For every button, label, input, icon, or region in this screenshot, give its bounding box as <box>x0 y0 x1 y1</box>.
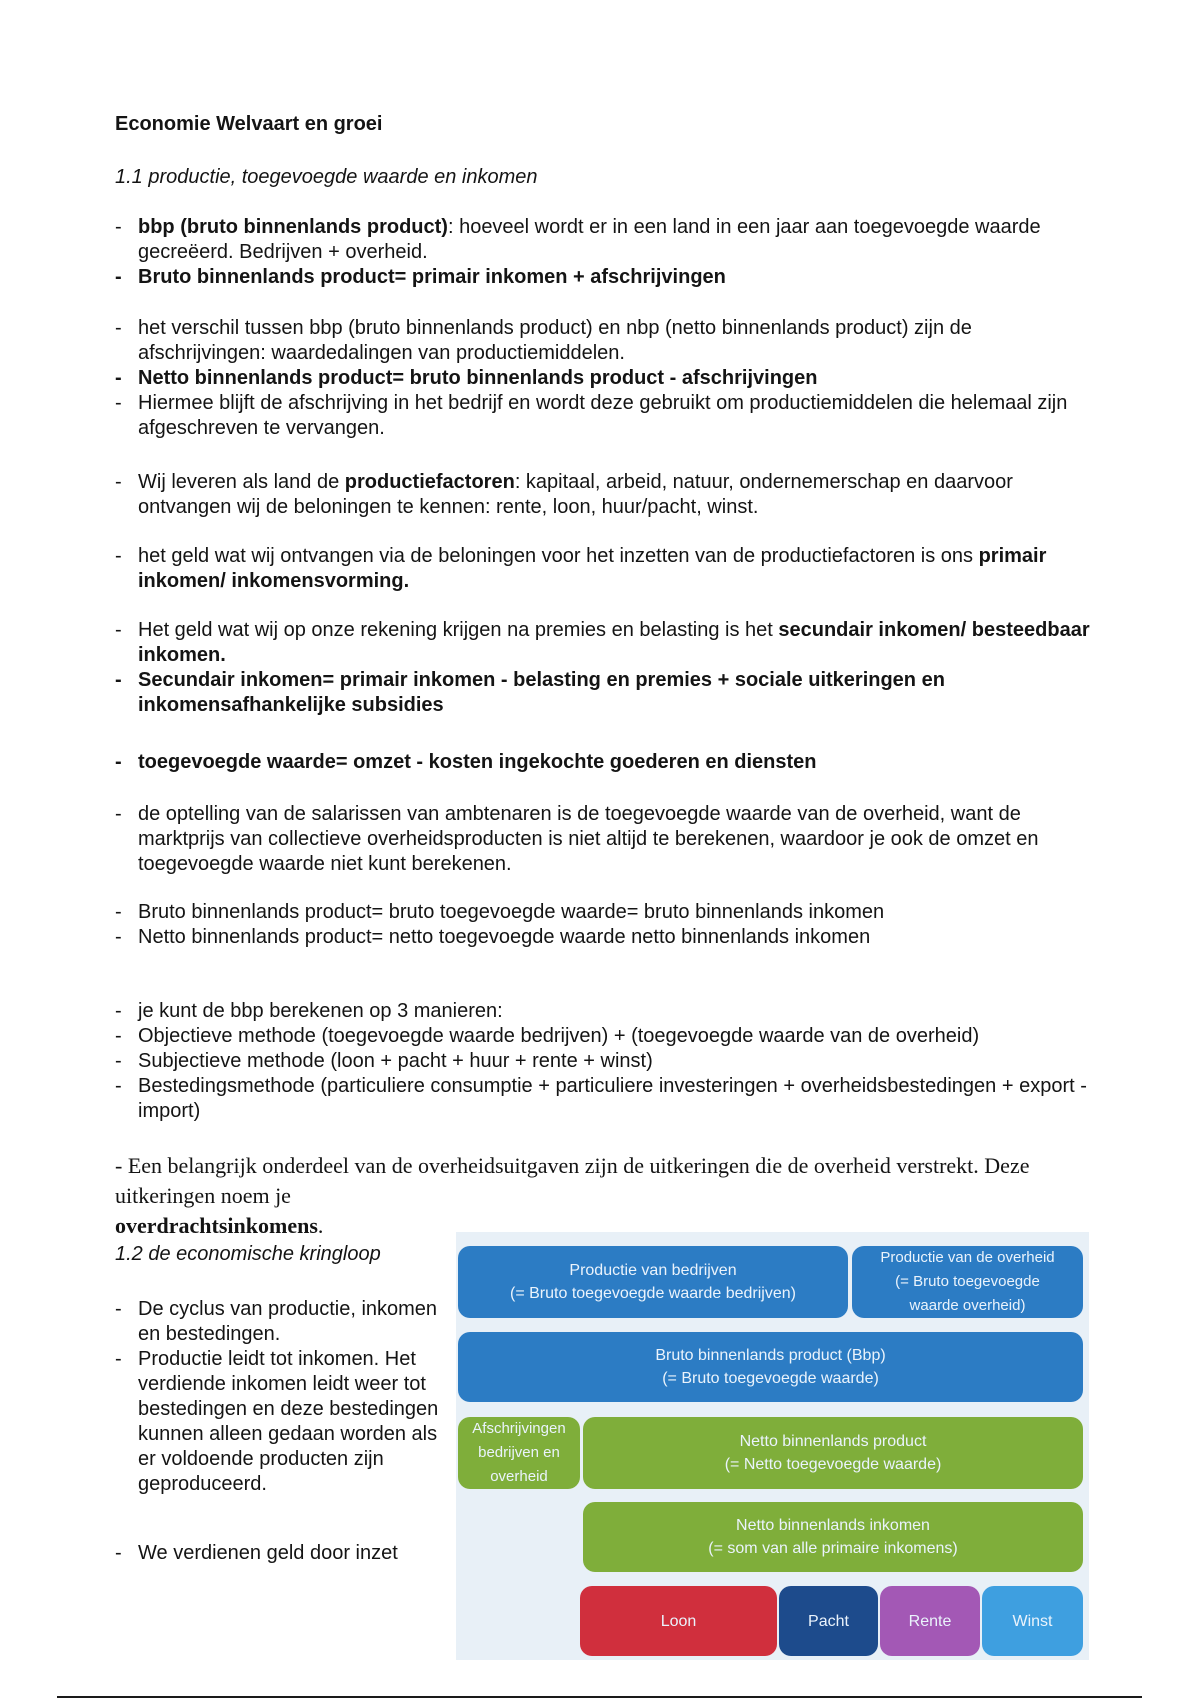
list-item: - Bruto binnenlands product= bruto toegevoegde waarde= bruto binnenlands inkomen <box>115 900 1095 925</box>
page-bottom-rule <box>57 1696 1142 1698</box>
list-item: - het verschil tussen bbp (bruto binnenlands product) en nbp (netto binnenlands product) zijn de afschrijvingen: waardedalingen van productiemiddelen. <box>115 316 1095 366</box>
list-item: - bbp (bruto binnenlands product): hoeveel wordt er in een land in een jaar aan toegevoegde waarde gecreëerd. Bedrijven + overheid. <box>115 215 1095 265</box>
list-item: - Hiermee blijft de afschrijving in het bedrijf en wordt deze gebruikt om productiemiddelen die helemaal zijn afgeschreven te vervangen. <box>115 391 1095 441</box>
list-item: - Netto binnenlands product= netto toegevoegde waarde netto binnenlands inkomen <box>115 925 1095 950</box>
box-rente: Rente <box>880 1586 980 1656</box>
bullet-group-methods <box>115 999 1095 1124</box>
list-item: - het geld wat wij ontvangen via de beloningen voor het inzetten van de productiefactoren is ons primair inkomen/ inkomensvorming. <box>115 544 1095 594</box>
list-item: - Secundair inkomen= primair inkomen - belasting en premies + sociale uitkeringen en inkomensafhankelijke subsidies <box>115 668 1095 718</box>
list-item: - Wij leveren als land de productiefactoren: kapitaal, arbeid, natuur, ondernemerschap en daarvoor ontvangen wij de beloningen te kennen: rente, loon, huur/pacht, winst. <box>115 470 1095 520</box>
bullet-group-primair <box>115 544 1095 594</box>
box-productie-bedrijven: Productie van bedrijven (= Bruto toegevoegde waarde bedrijven) <box>458 1246 848 1318</box>
list-item: - We verdienen geld door inzet <box>115 1541 445 1566</box>
list-item: - Subjectieve methode (loon + pacht + huur + rente + winst) <box>115 1049 1095 1074</box>
box-netto-binnenlands-product: Netto binnenlands product (= Netto toegevoegde waarde) <box>583 1417 1083 1489</box>
bullet-group-equalities <box>115 900 1095 950</box>
list-item: - Objectieve methode (toegevoegde waarde bedrijven) + (toegevoegde waarde van de overheid) <box>115 1024 1095 1049</box>
list-item: - Het geld wat wij op onze rekening krijgen na premies en belasting is het secundair inkomen/ besteedbaar inkomen. <box>115 618 1095 668</box>
bullet-group-bbp <box>115 215 1095 290</box>
bullet-group-productiefactoren <box>115 470 1095 520</box>
list-item: - je kunt de bbp berekenen op 3 manieren: <box>115 999 1095 1024</box>
box-winst: Winst <box>982 1586 1083 1656</box>
bullet-group-kringloop <box>115 1297 445 1497</box>
bullet-group-toegevoegde-waarde <box>115 750 1095 775</box>
list-item: - Netto binnenlands product= bruto binnenlands product - afschrijvingen <box>115 366 1095 391</box>
section-heading-1-1: 1.1 productie, toegevoegde waarde en inkomen <box>115 166 538 188</box>
list-item: - toegevoegde waarde= omzet - kosten ingekochte goederen en diensten <box>115 750 1095 775</box>
list-item: - De cyclus van productie, inkomen en bestedingen. <box>115 1297 445 1347</box>
box-pacht: Pacht <box>779 1586 878 1656</box>
bullet-group-secundair <box>115 618 1095 718</box>
box-netto-binnenlands-inkomen: Netto binnenlands inkomen (= som van alle primaire inkomens) <box>583 1502 1083 1572</box>
paragraph-overdrachtsinkomens: - Een belangrijk onderdeel van de overheidsuitgaven zijn de uitkeringen die de overheid verstrekt. Deze uitkeringen noem je overdrachtsinkomens. <box>115 1153 1030 1238</box>
bullet-group-inzet <box>115 1541 445 1566</box>
list-item: - de optelling van de salarissen van ambtenaren is de toegevoegde waarde van de overheid, want de marktprijs van collectieve overheidsproducten is niet altijd te berekenen, waardoor je ook de omzet en toegevoegde waarde niet kunt berekenen. <box>115 802 1095 877</box>
income-flow-diagram <box>456 1232 1089 1660</box>
list-item: - Productie leidt tot inkomen. Het verdiende inkomen leidt weer tot bestedingen en deze bestedingen kunnen alleen gedaan worden als er voldoende producten zijn geproduceerd. <box>115 1347 445 1497</box>
document-title: Economie Welvaart en groei <box>115 113 383 135</box>
box-loon: Loon <box>580 1586 777 1656</box>
list-item: - Bestedingsmethode (particuliere consumptie + particuliere investeringen + overheidsbestedingen + export - import) <box>115 1074 1095 1124</box>
box-productie-overheid: Productie van de overheid (= Bruto toegevoegde waarde overheid) <box>852 1246 1083 1318</box>
section-heading-1-2: 1.2 de economische kringloop <box>115 1243 381 1265</box>
list-item: - Bruto binnenlands product= primair inkomen + afschrijvingen <box>115 265 1095 290</box>
box-afschrijvingen: Afschrijvingen bedrijven en overheid <box>458 1417 580 1489</box>
bullet-group-nbp <box>115 316 1095 441</box>
bullet-group-ambtenaren <box>115 802 1095 877</box>
box-bruto-binnenlands-product: Bruto binnenlands product (Bbp) (= Bruto toegevoegde waarde) <box>458 1332 1083 1402</box>
